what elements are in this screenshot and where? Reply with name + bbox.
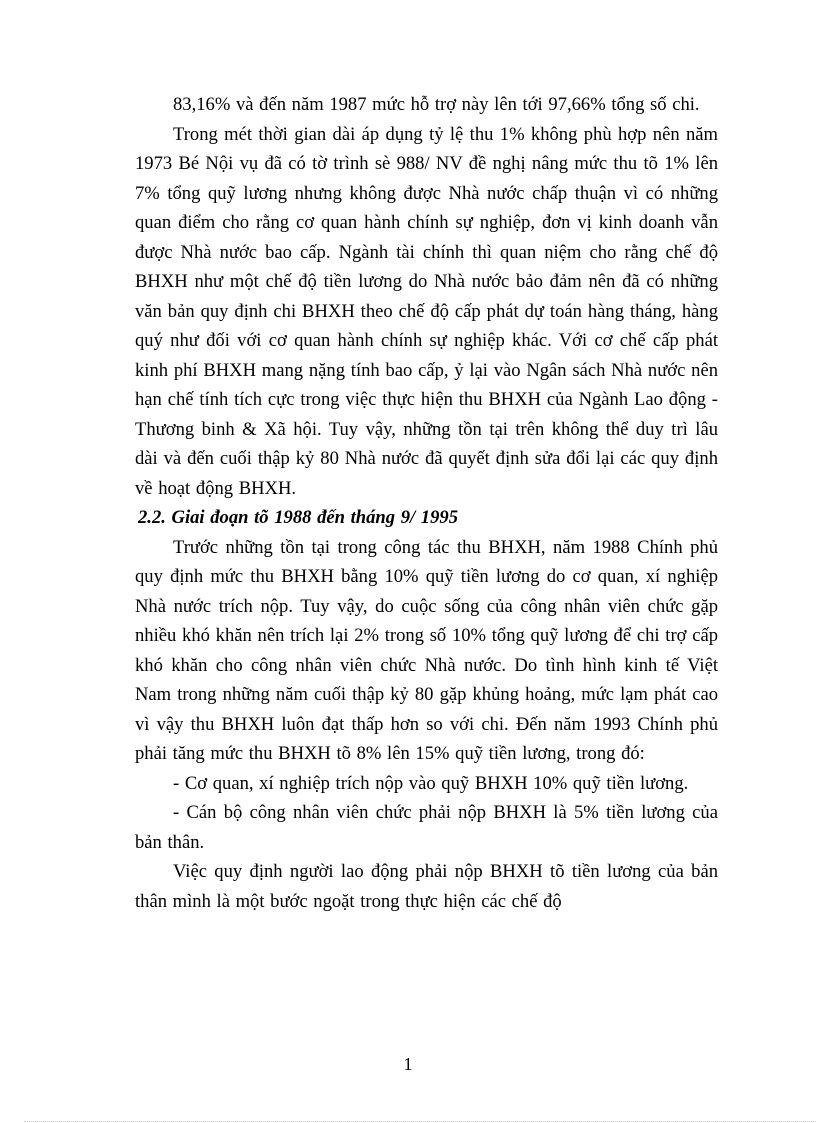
paragraph-intro: 83,16% và đến năm 1987 mức hỗ trợ này lên tới 97,66% tổng số chi.: [173, 94, 700, 115]
paragraph-turning-point: Việc quy định người lao động phải nộp BHXH tõ tiền lương của bản thân mình là một bước ngoặt trong thực hiện các chế độ: [135, 861, 718, 912]
paragraph-collection-rate: Trong mét thời gian dài áp dụng tỷ lệ thu 1% không phù hợp nên năm 1973 Bé Nội vụ đã có tờ trình sè 988/ NV đề nghị nâng mức thu tõ 1% lên 7% tổng quỹ lương nhưng không được Nhà nước chấp thuận vì có những quan điểm cho rằng cơ quan hành chính sự nghiệp, đơn vị kinh doanh vẫn được Nhà nước bao cấp. Ngành tài chính thì quan niệm cho rằng chế độ BHXH như một chế độ tiền lương do Nhà nước bảo đảm nên đã có những văn bản quy định chi BHXH theo chế độ cấp phát dự toán hàng tháng, hàng quý như đối với cơ quan hành chính sự nghiệp khác. Với cơ chế cấp phát kinh phí BHXH mang nặng tính bao cấp, ỷ lại vào Ngân sách Nhà nước nên hạn chế tính tích cực trong việc thực hiện thu BHXH của Ngành Lao động - Thương binh & Xã hội. Tuy vậy, những tồn tại trên không thể duy trì lâu dài và đến cuối thập kỷ 80 Nhà nước đã quyết định sửa đổi lại các quy định về hoạt động BHXH.: [135, 123, 718, 499]
section-heading: 2.2. Giai đoạn tõ 1988 đến tháng 9/ 1995: [138, 507, 458, 528]
document-body: [135, 90, 718, 916]
page-break-divider: [24, 1121, 816, 1122]
list-item-agency-contribution: - Cơ quan, xí nghiệp trích nộp vào quỹ BHXH 10% quỹ tiền lương.: [173, 772, 689, 794]
page-number: 1: [403, 1054, 413, 1074]
paragraph-1988-regulation: Trước những tồn tại trong công tác thu BHXH, năm 1988 Chính phủ quy định mức thu BHXH bằng 10% quỹ tiền lương do cơ quan, xí nghiệp Nhà nước trích nộp. Tuy vậy, do cuộc sống của công nhân viên chức gặp nhiều khó khăn nên trích lại 2% trong số 10% tổng quỹ lương để chi trợ cấp khó khăn cho công nhân viên chức Nhà nước. Do tình hình kinh tế Việt Nam trong những năm cuối thập kỷ 80 gặp khủng hoảng, mức lạm phát cao vì vậy thu BHXH luôn đạt thấp hơn so với chi. Đến năm 1993 Chính phủ phải tăng mức thu BHXH tõ 8% lên 15% quỹ tiền lương, trong đó:: [135, 536, 718, 764]
list-item-employee-contribution: - Cán bộ công nhân viên chức phải nộp BHXH là 5% tiền lương của bản thân.: [135, 802, 718, 853]
